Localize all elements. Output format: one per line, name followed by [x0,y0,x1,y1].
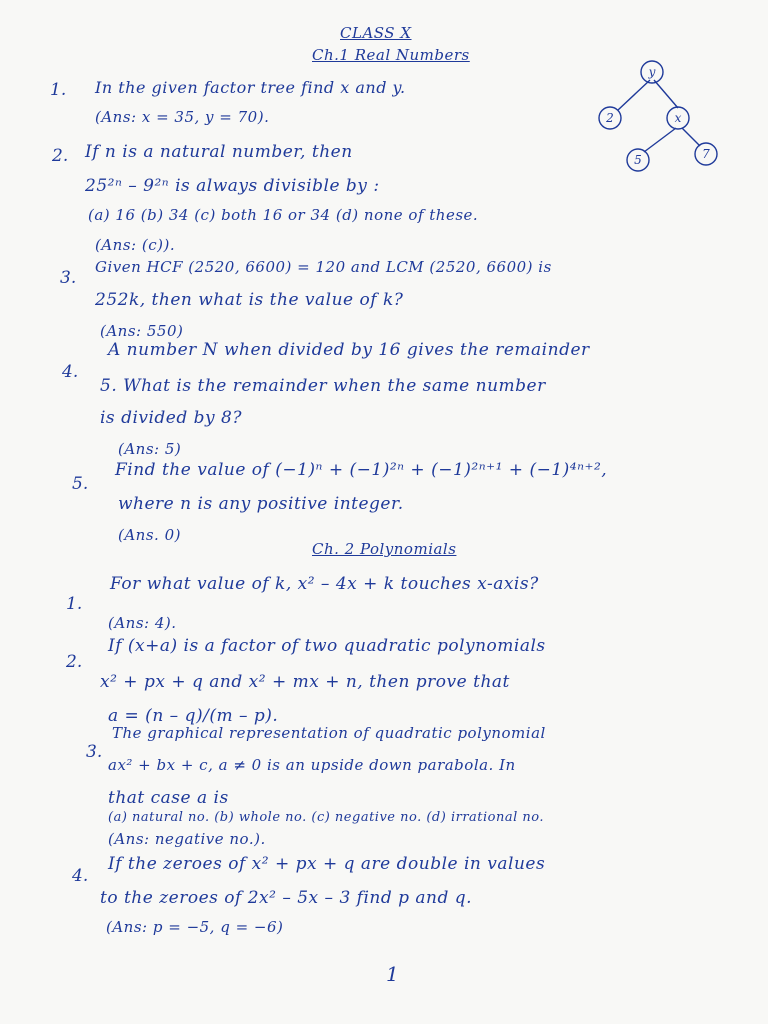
p3-answer: (Ans: negative no.). [108,830,266,848]
p3-text3: that case a is [108,788,229,808]
p3-text1: The graphical representation of quadratic polynomial [112,724,546,742]
q4-text2: 5. What is the remainder when the same number [100,376,546,396]
p2-text1: If (x+a) is a factor of two quadratic polynomials [108,636,546,656]
p4-text1: If the zeroes of x² + px + q are double in values [108,854,546,874]
q2-options: (a) 16 (b) 34 (c) both 16 or 34 (d) none of these. [88,206,479,224]
q3-answer: (Ans: 550) [100,322,184,340]
p3-options: (a) natural no. (b) whole no. (c) negative no. (d) irrational no. [108,810,545,825]
tree-node-mid: x [674,111,682,125]
chapter2-heading: Ch. 2 Polynomials [312,540,457,558]
p1-number: 1. [66,594,83,614]
class-heading: CLASS X [340,24,412,42]
q5-number: 5. [72,474,89,494]
p2-text3: a = (n – q)/(m – p). [108,706,279,726]
p2-number: 2. [66,652,83,672]
q2-text2: 25²ⁿ – 9²ⁿ is always divisible by : [85,176,380,196]
p1-text: For what value of k, x² – 4x + k touches x-axis? [110,574,539,594]
p1-answer: (Ans: 4). [108,614,177,632]
q5-text1: Find the value of (−1)ⁿ + (−1)²ⁿ + (−1)²ⁿ⁺¹ + (−1)⁴ⁿ⁺², [115,460,608,480]
factor-tree-diagram [590,58,740,178]
q4-text1: A number N when divided by 16 gives the remainder [108,340,590,360]
q4-text3: is divided by 8? [100,408,242,428]
q3-text2: 252k, then what is the value of k? [95,290,404,310]
q5-answer: (Ans. 0) [118,526,181,544]
p2-text2: x² + px + q and x² + mx + n, then prove that [100,672,510,692]
q5-text2: where n is any positive integer. [118,494,404,514]
tree-node-leaf1: 5 [634,153,642,167]
q2-answer: (Ans: (c)). [95,236,176,254]
p4-number: 4. [72,866,89,886]
tree-node-left: 2 [606,111,614,125]
q1-number: 1. [50,80,67,100]
p3-text2: ax² + bx + c, a ≠ 0 is an upside down parabola. In [108,756,516,774]
tree-node-root: y [648,65,656,79]
chapter1-heading: Ch.1 Real Numbers [312,46,470,64]
q3-number: 3. [60,268,77,288]
q3-text1: Given HCF (2520, 6600) = 120 and LCM (2520, 6600) is [95,258,552,276]
p4-answer: (Ans: p = −5, q = −6) [106,918,284,936]
q1-answer: (Ans: x = 35, y = 70). [95,108,270,126]
q1-text: In the given factor tree find x and y. [95,78,406,97]
q2-text1: If n is a natural number, then [85,142,353,162]
page-number: 1 [386,962,400,986]
q4-number: 4. [62,362,79,382]
tree-node-leaf2: 7 [702,147,710,161]
q4-answer: (Ans: 5) [118,440,182,458]
p4-text2: to the zeroes of 2x² – 5x – 3 find p and q. [100,888,473,908]
p3-number: 3. [86,742,103,762]
q2-number: 2. [52,146,69,166]
